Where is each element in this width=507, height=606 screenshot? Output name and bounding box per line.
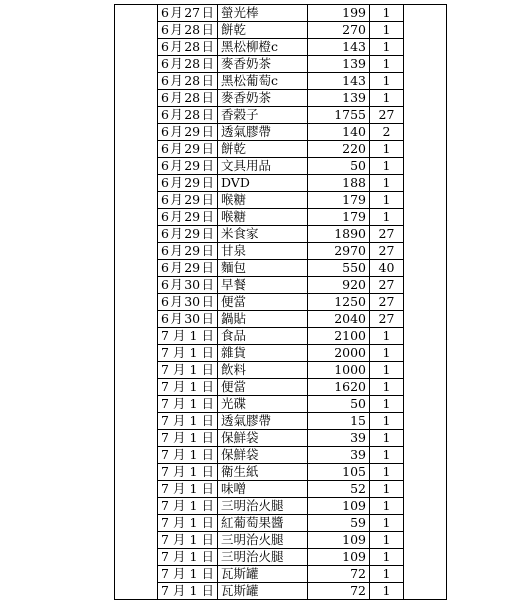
- item-cell: 三明治火腿: [218, 532, 308, 549]
- date-cell: 6月29日: [158, 226, 218, 243]
- item-cell: 保鮮袋: [218, 447, 308, 464]
- amount-cell: 50: [308, 396, 370, 413]
- table-row: [115, 243, 447, 260]
- amount-cell: 109: [308, 498, 370, 515]
- amount-cell: 139: [308, 90, 370, 107]
- item-cell: 麵包: [218, 260, 308, 277]
- amount-cell: 50: [308, 158, 370, 175]
- date-cell: 7月1日: [158, 566, 218, 583]
- amount-cell: 550: [308, 260, 370, 277]
- quantity-cell: 1: [370, 481, 404, 498]
- date-cell: 7月1日: [158, 481, 218, 498]
- table-row: [115, 175, 447, 192]
- expense-table: [114, 4, 447, 600]
- date-cell: 6月27日: [158, 5, 218, 22]
- quantity-cell: 1: [370, 566, 404, 583]
- item-cell: 便當: [218, 379, 308, 396]
- quantity-cell: 1: [370, 56, 404, 73]
- quantity-cell: 1: [370, 396, 404, 413]
- date-cell: 6月28日: [158, 107, 218, 124]
- table-row: [115, 209, 447, 226]
- amount-cell: 1755: [308, 107, 370, 124]
- expense-table-body: [115, 5, 447, 600]
- quantity-cell: 1: [370, 22, 404, 39]
- amount-cell: 140: [308, 124, 370, 141]
- date-cell: 6月29日: [158, 260, 218, 277]
- table-row: [115, 158, 447, 175]
- date-cell: 7月1日: [158, 447, 218, 464]
- amount-cell: 2000: [308, 345, 370, 362]
- item-cell: 米食家: [218, 226, 308, 243]
- amount-cell: 2040: [308, 311, 370, 328]
- date-cell: 7月1日: [158, 413, 218, 430]
- item-cell: 三明治火腿: [218, 549, 308, 566]
- table-row: [115, 413, 447, 430]
- date-cell: 7月1日: [158, 549, 218, 566]
- quantity-cell: 1: [370, 532, 404, 549]
- item-cell: 黑松葡萄c: [218, 73, 308, 90]
- amount-cell: 2100: [308, 328, 370, 345]
- item-cell: 瓦斯罐: [218, 566, 308, 583]
- item-cell: 喉糖: [218, 209, 308, 226]
- amount-cell: 2970: [308, 243, 370, 260]
- table-row: [115, 583, 447, 600]
- item-cell: 甘泉: [218, 243, 308, 260]
- date-cell: 6月29日: [158, 124, 218, 141]
- date-cell: 6月29日: [158, 141, 218, 158]
- item-cell: 衛生紙: [218, 464, 308, 481]
- quantity-cell: 1: [370, 5, 404, 22]
- table-row: [115, 549, 447, 566]
- amount-cell: 39: [308, 447, 370, 464]
- table-row: [115, 90, 447, 107]
- table-row: [115, 345, 447, 362]
- amount-cell: 59: [308, 515, 370, 532]
- quantity-cell: 1: [370, 413, 404, 430]
- item-cell: 雜貨: [218, 345, 308, 362]
- table-row: [115, 566, 447, 583]
- table-row: [115, 192, 447, 209]
- amount-cell: 143: [308, 73, 370, 90]
- table-row: [115, 379, 447, 396]
- date-cell: 7月1日: [158, 515, 218, 532]
- amount-cell: 220: [308, 141, 370, 158]
- quantity-cell: 1: [370, 362, 404, 379]
- amount-cell: 105: [308, 464, 370, 481]
- quantity-cell: 1: [370, 158, 404, 175]
- date-cell: 6月30日: [158, 294, 218, 311]
- item-cell: 螢光棒: [218, 5, 308, 22]
- date-cell: 6月29日: [158, 192, 218, 209]
- table-row: [115, 311, 447, 328]
- item-cell: 透氣膠帶: [218, 413, 308, 430]
- date-cell: 7月1日: [158, 362, 218, 379]
- quantity-cell: 1: [370, 175, 404, 192]
- item-cell: 喉糖: [218, 192, 308, 209]
- date-cell: 6月30日: [158, 277, 218, 294]
- table-row: [115, 22, 447, 39]
- table-row: [115, 260, 447, 277]
- date-cell: 7月1日: [158, 464, 218, 481]
- item-cell: 香榖子: [218, 107, 308, 124]
- table-row: [115, 515, 447, 532]
- quantity-cell: 1: [370, 90, 404, 107]
- date-cell: 6月29日: [158, 243, 218, 260]
- table-row: [115, 362, 447, 379]
- item-cell: 味噌: [218, 481, 308, 498]
- quantity-cell: 1: [370, 73, 404, 90]
- item-cell: 光碟: [218, 396, 308, 413]
- quantity-cell: 1: [370, 141, 404, 158]
- quantity-cell: 1: [370, 328, 404, 345]
- item-cell: 保鮮袋: [218, 430, 308, 447]
- date-cell: 7月1日: [158, 430, 218, 447]
- table-row: [115, 226, 447, 243]
- table-row: [115, 107, 447, 124]
- quantity-cell: 1: [370, 515, 404, 532]
- item-cell: 麥香奶茶: [218, 56, 308, 73]
- item-cell: 早餐: [218, 277, 308, 294]
- quantity-cell: 27: [370, 311, 404, 328]
- date-cell: 7月1日: [158, 396, 218, 413]
- item-cell: 紅葡萄果醬: [218, 515, 308, 532]
- table-row: [115, 277, 447, 294]
- item-cell: 餅乾: [218, 141, 308, 158]
- date-cell: 6月28日: [158, 90, 218, 107]
- quantity-cell: 27: [370, 107, 404, 124]
- date-cell: 7月1日: [158, 498, 218, 515]
- item-cell: 黑松柳橙c: [218, 39, 308, 56]
- item-cell: 瓦斯罐: [218, 583, 308, 600]
- amount-cell: 1890: [308, 226, 370, 243]
- date-cell: 6月28日: [158, 39, 218, 56]
- table-row: [115, 294, 447, 311]
- table-row: [115, 73, 447, 90]
- amount-cell: 72: [308, 583, 370, 600]
- table-row: [115, 396, 447, 413]
- quantity-cell: 40: [370, 260, 404, 277]
- item-cell: 便當: [218, 294, 308, 311]
- table-row: [115, 5, 447, 22]
- amount-cell: 39: [308, 430, 370, 447]
- date-cell: 6月29日: [158, 175, 218, 192]
- amount-cell: 52: [308, 481, 370, 498]
- quantity-cell: 1: [370, 345, 404, 362]
- quantity-cell: 2: [370, 124, 404, 141]
- table-row: [115, 464, 447, 481]
- date-cell: 6月30日: [158, 311, 218, 328]
- quantity-cell: 1: [370, 39, 404, 56]
- quantity-cell: 1: [370, 209, 404, 226]
- date-cell: 7月1日: [158, 379, 218, 396]
- quantity-cell: 1: [370, 498, 404, 515]
- amount-cell: 1000: [308, 362, 370, 379]
- item-cell: 鍋貼: [218, 311, 308, 328]
- amount-cell: 139: [308, 56, 370, 73]
- quantity-cell: 1: [370, 430, 404, 447]
- quantity-cell: 1: [370, 549, 404, 566]
- table-row: [115, 447, 447, 464]
- table-row: [115, 481, 447, 498]
- date-cell: 6月29日: [158, 209, 218, 226]
- amount-cell: 15: [308, 413, 370, 430]
- amount-cell: 188: [308, 175, 370, 192]
- quantity-cell: 1: [370, 192, 404, 209]
- quantity-cell: 27: [370, 226, 404, 243]
- date-cell: 7月1日: [158, 532, 218, 549]
- date-cell: 6月28日: [158, 56, 218, 73]
- date-cell: 7月1日: [158, 583, 218, 600]
- table-row: [115, 141, 447, 158]
- item-cell: 三明治火腿: [218, 498, 308, 515]
- left-merged-cell: [115, 5, 158, 600]
- right-merged-cell: [404, 5, 447, 600]
- item-cell: 餅乾: [218, 22, 308, 39]
- quantity-cell: 27: [370, 294, 404, 311]
- amount-cell: 109: [308, 549, 370, 566]
- amount-cell: 179: [308, 192, 370, 209]
- amount-cell: 1620: [308, 379, 370, 396]
- table-row: [115, 430, 447, 447]
- quantity-cell: 1: [370, 379, 404, 396]
- date-cell: 7月1日: [158, 328, 218, 345]
- item-cell: 食品: [218, 328, 308, 345]
- date-cell: 7月1日: [158, 345, 218, 362]
- table-row: [115, 532, 447, 549]
- quantity-cell: 1: [370, 464, 404, 481]
- amount-cell: 1250: [308, 294, 370, 311]
- quantity-cell: 1: [370, 447, 404, 464]
- amount-cell: 270: [308, 22, 370, 39]
- amount-cell: 109: [308, 532, 370, 549]
- quantity-cell: 1: [370, 583, 404, 600]
- amount-cell: 143: [308, 39, 370, 56]
- item-cell: 麥香奶茶: [218, 90, 308, 107]
- quantity-cell: 27: [370, 277, 404, 294]
- date-cell: 6月28日: [158, 73, 218, 90]
- date-cell: 6月29日: [158, 158, 218, 175]
- table-row: [115, 498, 447, 515]
- quantity-cell: 27: [370, 243, 404, 260]
- table-row: [115, 39, 447, 56]
- table-row: [115, 56, 447, 73]
- date-cell: 6月28日: [158, 22, 218, 39]
- amount-cell: 199: [308, 5, 370, 22]
- amount-cell: 179: [308, 209, 370, 226]
- item-cell: 透氣膠帶: [218, 124, 308, 141]
- item-cell: 文具用品: [218, 158, 308, 175]
- item-cell: 飲料: [218, 362, 308, 379]
- item-cell: DVD: [218, 175, 308, 192]
- table-row: [115, 124, 447, 141]
- amount-cell: 920: [308, 277, 370, 294]
- table-row: [115, 328, 447, 345]
- amount-cell: 72: [308, 566, 370, 583]
